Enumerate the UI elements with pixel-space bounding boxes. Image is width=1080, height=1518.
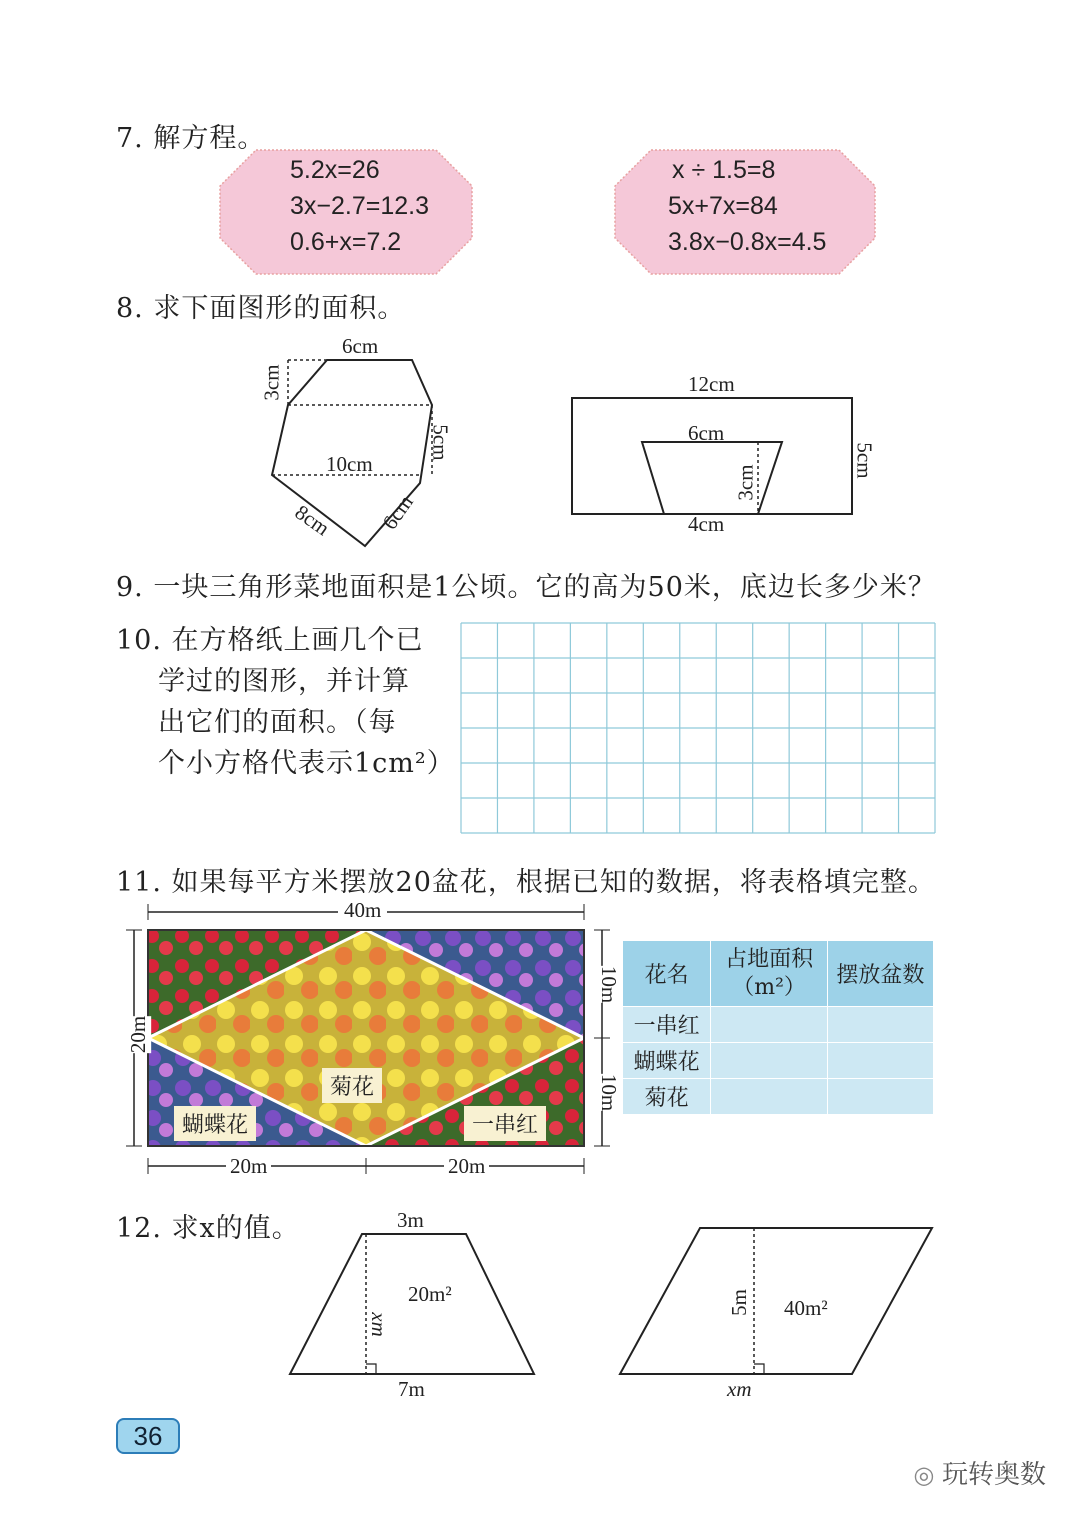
q10-line-3: 出它们的面积。（每 <box>158 707 397 738</box>
row-area-cell[interactable] <box>711 1079 828 1115</box>
q12-parallelogram <box>618 1224 936 1378</box>
q7-eq-1: 5.2x=26 <box>290 156 380 184</box>
bed-bottom-left-dim: 20m <box>226 1154 271 1179</box>
fig1-right-label: 5cm <box>428 424 453 461</box>
table-row <box>623 1079 934 1115</box>
table-header-row <box>623 941 934 1007</box>
bed-left-dim: 20m <box>126 1015 151 1054</box>
row-pots-cell[interactable] <box>827 1043 933 1079</box>
tag-butterfly-flower: 蝴蝶花 <box>174 1106 256 1141</box>
fig1-bottom-right-label: 6cm <box>377 490 418 534</box>
q7-eq-4: x ÷ 1.5=8 <box>672 156 776 184</box>
q10-line-2: 学过的图形，并计算 <box>158 666 410 697</box>
row-name: 一串红 <box>623 1007 711 1043</box>
page-number: 36 <box>116 1418 180 1454</box>
row-name: 菊花 <box>623 1079 711 1115</box>
row-pots-cell[interactable] <box>827 1079 933 1115</box>
q7-eq-6: 3.8x−0.8x=4.5 <box>668 228 827 256</box>
tag-chrysanthemum: 菊花 <box>322 1068 382 1103</box>
para-height-label: 5m <box>726 1289 751 1316</box>
fig2-inner-top-label: 6cm <box>688 421 725 445</box>
graph-paper-grid <box>460 622 936 834</box>
trap-top-label: 3m <box>397 1208 424 1232</box>
watermark-text: 玩转奥数 <box>941 1460 1046 1490</box>
bed-bottom-right-dim: 20m <box>444 1154 489 1179</box>
q10-text <box>116 620 455 784</box>
header-area <box>711 941 828 1007</box>
q7-eq-3: 0.6+x=7.2 <box>290 228 402 256</box>
q7-eq-2: 3x−2.7=12.3 <box>290 192 430 220</box>
header-area-line1: 占地面积 <box>725 946 814 972</box>
fig1-middle-label: 10cm <box>326 452 373 476</box>
fig1-top-label: 6cm <box>342 334 379 358</box>
fig2-inner-bottom-label: 4cm <box>688 512 725 536</box>
row-area-cell[interactable] <box>711 1007 828 1043</box>
watermark <box>913 1454 1046 1491</box>
q12-title: 12. 求x的值。 <box>116 1213 300 1244</box>
row-name: 蝴蝶花 <box>623 1043 711 1079</box>
q9-title: 9. 一块三角形菜地面积是1公顷。它的高为50米，底边长多少米？ <box>116 572 936 603</box>
trap-area-label: 20m² <box>408 1282 452 1306</box>
fig2-top-label: 12cm <box>688 372 735 396</box>
para-area-label: 40m² <box>784 1296 828 1320</box>
flower-table <box>622 940 934 1115</box>
row-pots-cell[interactable] <box>827 1007 933 1043</box>
wechat-icon: ◎ <box>913 1461 942 1489</box>
table-row <box>623 1043 934 1079</box>
q8-figure-2 <box>570 396 854 520</box>
fig1-bottom-left-label: 8cm <box>290 499 335 541</box>
bed-right-top-dim: 10m <box>597 965 622 1004</box>
header-flower-name: 花名 <box>623 941 711 1007</box>
q7-title: 7. 解方程。 <box>116 123 266 154</box>
q10-line-4: 个小方格代表示1cm²） <box>158 748 455 779</box>
bed-top-dim: 40m <box>338 898 387 923</box>
q10-line-1: 10. 在方格纸上画几个已 <box>116 625 424 656</box>
header-area-line2: （m²） <box>732 974 806 1000</box>
row-area-cell[interactable] <box>711 1043 828 1079</box>
para-base-label: xm <box>727 1377 752 1401</box>
tag-scarlet-sage: 一串红 <box>464 1106 546 1141</box>
header-pots: 摆放盆数 <box>827 941 933 1007</box>
bed-right-bottom-dim: 10m <box>597 1073 622 1112</box>
fig2-inner-height-label: 3cm <box>733 464 758 501</box>
fig2-right-label: 5cm <box>852 442 877 479</box>
fig1-left-label: 3cm <box>259 364 284 401</box>
q11-title: 11. 如果每平方米摆放20盆花，根据已知的数据，将表格填完整。 <box>116 867 936 898</box>
table-row <box>623 1007 934 1043</box>
trap-height-label: xm <box>366 1312 391 1337</box>
q7-eq-5: 5x+7x=84 <box>668 192 778 220</box>
q8-title: 8. 求下面图形的面积。 <box>116 293 406 324</box>
trap-bottom-label: 7m <box>398 1377 425 1401</box>
